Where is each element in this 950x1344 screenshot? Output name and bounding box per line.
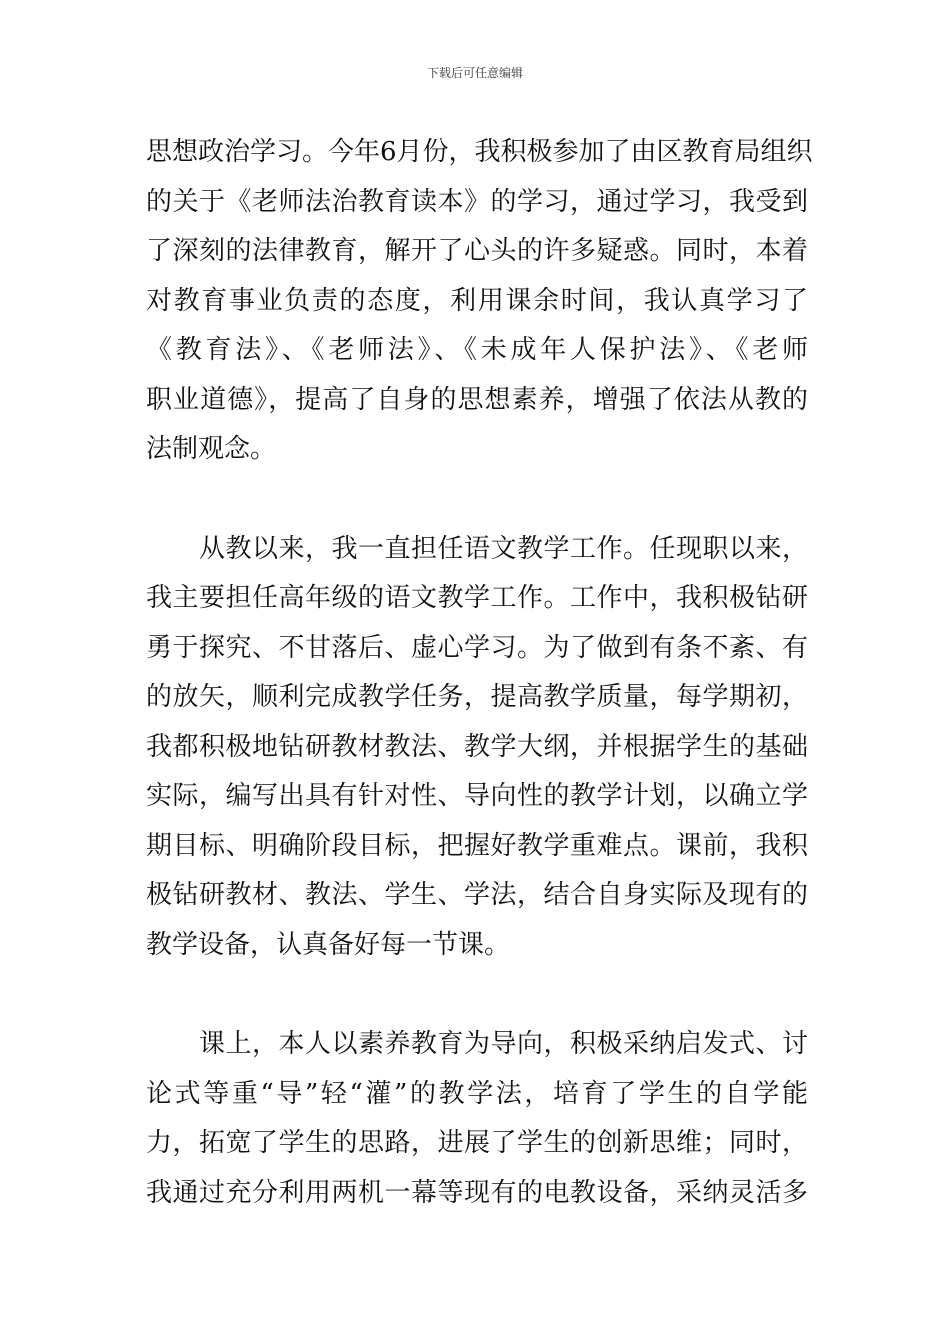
text-line: 论式等重“导”轻“灌”的教学法，培育了学生的自学能 bbox=[146, 1078, 808, 1109]
text-line: 极钻研教材、教法、学生、学法，结合自身实际及现有的 bbox=[146, 880, 808, 910]
paragraph bbox=[146, 1020, 808, 1218]
text-line: 实际，编写出具有针对性、导向性的教学计划，以确立学 bbox=[146, 781, 808, 811]
text-line: 从教以来，我一直担任语文教学工作。任现职以来， bbox=[146, 533, 808, 564]
text-line: 的关于《老师法治教育读本》的学习，通过学习，我受到 bbox=[146, 186, 808, 217]
text-line: 对教育事业负责的态度，利用课余时间，我认真学习了 bbox=[146, 285, 808, 316]
text-line: 我都积极地钻研教材教法、教学大纲，并根据学生的基础 bbox=[146, 731, 808, 762]
text-line: 力，拓宽了学生的思路，进展了学生的创新思维；同时， bbox=[146, 1128, 808, 1158]
page-header: 下载后可任意编辑 bbox=[426, 66, 523, 80]
text-line: 勇于探究、不甘落后、虚心学习。为了做到有条不紊、有 bbox=[146, 632, 808, 663]
text-line: 思想政治学习。今年6月份，我积极参加了由区教育局组织 bbox=[146, 137, 813, 167]
text-line: 我主要担任高年级的语文教学工作。工作中，我积极钻研 bbox=[146, 583, 808, 613]
text-line: 期目标、明确阶段目标，把握好教学重难点。课前，我积 bbox=[146, 830, 808, 861]
text-line: 教学设备，认真备好每一节课。 bbox=[146, 929, 511, 960]
text-line: 的放矢，顺利完成教学任务，提高教学质量，每学期初， bbox=[146, 682, 808, 712]
text-line: 了深刻的法律教育，解开了心头的许多疑惑。同时，本着 bbox=[146, 236, 808, 266]
text-line: 我通过充分利用两机一幕等现有的电教设备，采纳灵活多 bbox=[146, 1177, 808, 1208]
text-line: 课上，本人以素养教育为导向，积极采纳启发式、讨 bbox=[146, 1029, 808, 1059]
paragraph-spacer bbox=[146, 475, 808, 525]
document-body bbox=[146, 128, 813, 1218]
paragraph-spacer bbox=[146, 970, 808, 1020]
paragraph bbox=[146, 525, 808, 971]
text-line: 职业道德》，提高了自身的思想素养，增强了依法从教的 bbox=[146, 384, 808, 415]
text-line: 《教育法》、《老师法》、《未成年人保护法》、《老师 bbox=[146, 335, 808, 365]
text-line: 法制观念。 bbox=[146, 434, 277, 464]
paragraph bbox=[146, 128, 813, 475]
